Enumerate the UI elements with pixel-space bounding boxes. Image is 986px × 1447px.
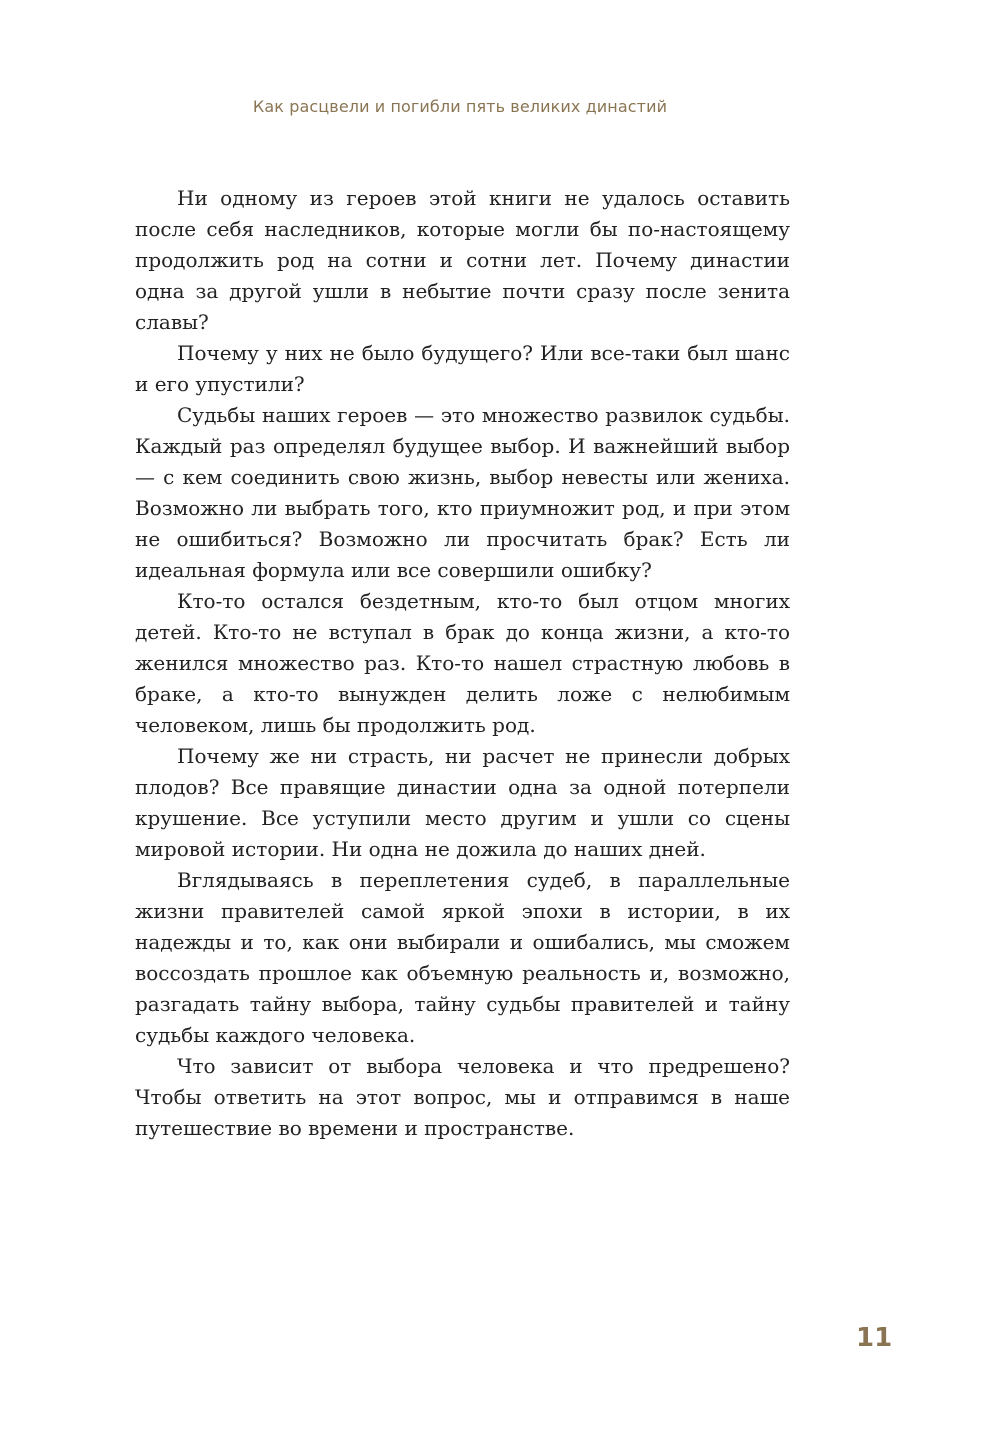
paragraph: Почему у них не было будущего? Или все-таки был шанс и его упустили? [135,341,790,396]
running-header: Как расцвели и погибли пять великих династий [252,97,668,116]
paragraph: Кто-то остался бездетным, кто-то был отцом многих детей. Кто-то не вступал в брак до конца жизни, а кто-то женился множество раз. Кто-то нашел страстную любовь в браке, а кто-то вынужден делить ложе с нелюбимым человеком, лишь бы продолжить род. [135,589,790,737]
paragraph: Судьбы наших героев — это множество развилок судьбы. Каждый раз определял будущее выбор. И важнейший выбор — с кем соединить свою жизнь, выбор невесты или жениха. Возможно ли выбрать того, кто приумножит род, и при этом не ошибиться? Возможно ли просчитать брак? Есть ли идеальная формула или все совершили ошибку? [135,403,790,582]
paragraph: Что зависит от выбора человека и что предрешено? Чтобы ответить на этот вопрос, мы и отправимся в наше путешествие во времени и пространстве. [135,1054,790,1140]
body-text [135,183,790,1144]
page-number: 11 [856,1323,893,1353]
paragraph: Ни одному из героев этой книги не удалось оставить после себя наследников, которые могли бы по-настоящему продолжить род на сотни и сотни лет. Почему династии одна за другой ушли в небытие почти сразу после зенита славы? [135,186,790,334]
paragraph: Почему же ни страсть, ни расчет не принесли добрых плодов? Все правящие династии одна за одной потерпели крушение. Все уступили место другим и ушли со сцены мировой истории. Ни одна не дожила до наших дней. [135,744,790,861]
paragraph: Вглядываясь в переплетения судеб, в параллельные жизни правителей самой яркой эпохи в истории, в их надежды и то, как они выбирали и ошибались, мы сможем воссоздать прошлое как объемную реальность и, возможно, разгадать тайну выбора, тайну судьбы правителей и тайну судьбы каждого человека. [135,868,790,1047]
